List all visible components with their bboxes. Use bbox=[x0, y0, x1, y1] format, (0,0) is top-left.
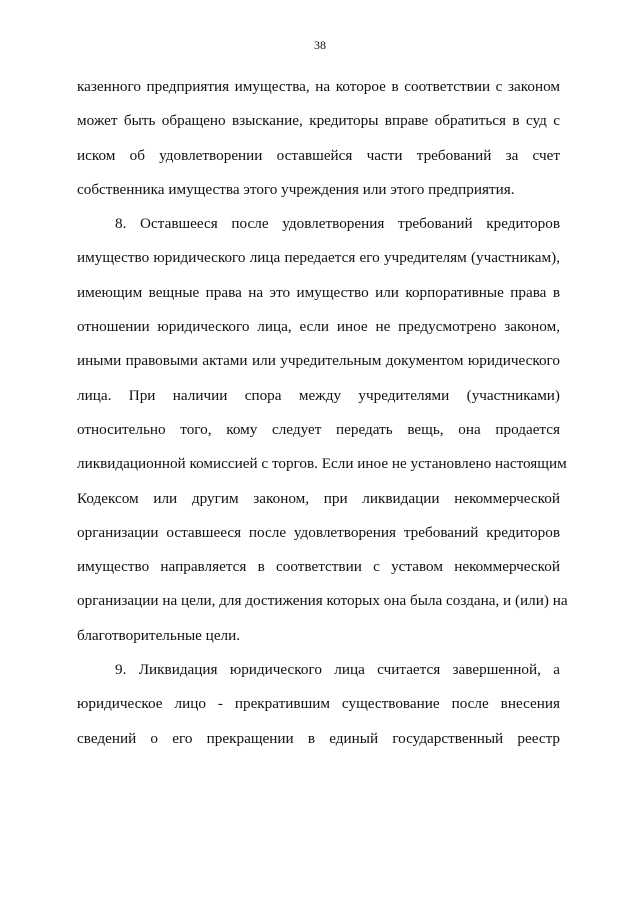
text-line: иными правовыми актами или учредительным документом юридического bbox=[77, 352, 560, 370]
text-line: иском об удовлетворении оставшейся части требований за счет bbox=[77, 146, 560, 164]
document-body bbox=[77, 70, 568, 756]
text-line: имущество направляется в соответствии с уставом некоммерческой bbox=[77, 558, 560, 576]
text-line: организации на цели, для достижения которых она была создана, и (или) на bbox=[77, 592, 568, 610]
text-line: ликвидационной комиссией с торгов. Если иное не установлено настоящим bbox=[77, 455, 567, 473]
text-line: организации оставшееся после удовлетворения требований кредиторов bbox=[77, 523, 560, 541]
text-line: имеющим вещные права на это имущество или корпоративные права в bbox=[77, 283, 560, 301]
text-line: может быть обращено взыскание, кредиторы вправе обратиться в суд с bbox=[77, 112, 560, 130]
page-number: 38 bbox=[314, 38, 326, 52]
text-line: отношении юридического лица, если иное не предусмотрено законом, bbox=[77, 318, 560, 336]
text-line: казенного предприятия имущества, на которое в соответствии с законом bbox=[77, 78, 560, 95]
paragraph-9-start: 9. Ликвидация юридического лица считается завершенной, а bbox=[115, 661, 560, 679]
text-line: благотворительные цели. bbox=[77, 626, 241, 644]
text-line: имущество юридического лица передается его учредителям (участникам), bbox=[77, 249, 560, 267]
text-line: юридическое лицо - прекратившим существование после внесения bbox=[77, 695, 560, 713]
text-line: Кодексом или другим законом, при ликвидации некоммерческой bbox=[77, 489, 560, 507]
text-line: сведений о его прекращении в единый государственный реестр bbox=[77, 729, 560, 747]
paragraph-8-start: 8. Оставшееся после удовлетворения требований кредиторов bbox=[115, 215, 560, 233]
text-line: относительно того, кому следует передать вещь, она продается bbox=[77, 420, 560, 438]
text-line: лица. При наличии спора между учредителями (участниками) bbox=[77, 386, 560, 404]
text-line: собственника имущества этого учреждения или этого предприятия. bbox=[77, 180, 515, 198]
